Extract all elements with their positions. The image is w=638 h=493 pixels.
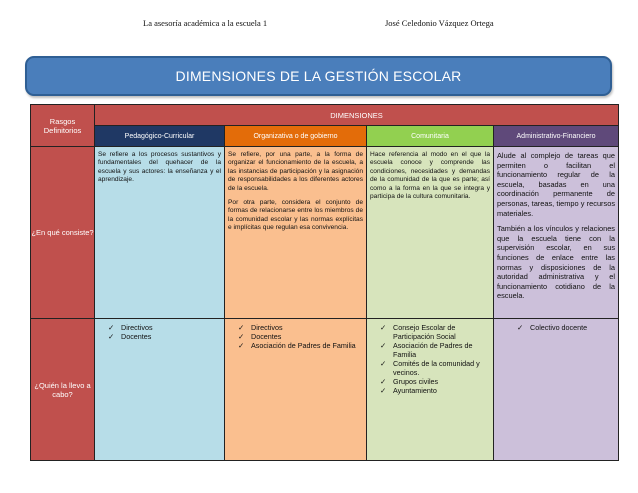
col-header-administrativo: [494, 126, 619, 147]
cell-text-p2: También a los vínculos y relaciones que la escuela tiene con la supervisión escolar, en sus funciones de enlace entre las normas y disposiciones de la autoridad administrativa y el funcionamiento cotidiano de la escuela.: [497, 224, 616, 301]
col-header-label: Administrativo-Financiero: [516, 132, 596, 140]
col-header-organizativa: [225, 126, 367, 147]
page-header: [0, 12, 638, 28]
cell-text-p1: Alude al complejo de tareas que permiten o facilitan el funcionamiento regular de la escuela, basadas en una coordinación permanente de personas, tareas, tiempo y recursos materiales.: [497, 151, 616, 218]
list-item: ✓ Consejo Escolar de Participación Social: [377, 323, 489, 341]
header-left-text: La asesoría académica a la escuela 1: [143, 18, 268, 28]
cell-text: Hace referencia al modo en el que la escuela conoce y comprende las condiciones, necesidades y demandas de la comunidad de la que es parte; así como a la forma en la que se integra y participa de la cultura comunitaria.: [370, 151, 490, 201]
cell-comunitaria-quien: [367, 319, 494, 461]
cell-organizativa-quien: [225, 319, 367, 461]
list-item: ✓ Colectivo docente: [514, 323, 614, 332]
title-banner: [25, 56, 612, 96]
col-header-label: Organizativa o de gobierno: [253, 132, 338, 140]
cell-pedagogico-quien: [95, 319, 225, 461]
cell-organizativa-consiste: [225, 147, 367, 319]
dimensions-table: [30, 104, 619, 461]
col-header-comunitaria: [367, 126, 494, 147]
rasgos-label: Rasgos Definitorios: [43, 116, 82, 135]
cell-administrativo-consiste: [494, 147, 619, 319]
list-item: ✓ Ayuntamiento: [377, 386, 489, 395]
banner-title: DIMENSIONES DE LA GESTIÓN ESCOLAR: [175, 68, 462, 84]
dimensiones-header: [95, 105, 619, 126]
col-header-label: Pedagógico-Curricular: [124, 132, 195, 140]
rasgos-header: [31, 105, 95, 147]
cell-text: Se refiere a los procesos sustantivos y fundamentales del quehacer de la escuela y sus actores: la enseñanza y el aprendizaje.: [98, 151, 221, 184]
cell-text-p2: Por otra parte, considera el conjunto de formas de relacionarse entre los miembros de la comunidad escolar y las normas explícitas e implícitas que regulan esa convivencia.: [228, 199, 363, 232]
dimensiones-label: DIMENSIONES: [330, 110, 383, 120]
cell-administrativo-quien: [494, 319, 619, 461]
row-label-quien: [31, 319, 95, 461]
row-label-text: ¿En qué consiste?: [31, 228, 94, 237]
col-header-pedagogico: [95, 126, 225, 147]
list-item: ✓ Directivos: [105, 323, 220, 332]
cell-pedagogico-consiste: [95, 147, 225, 319]
cell-comunitaria-consiste: [367, 147, 494, 319]
header-author-text: José Celedonio Vázquez Ortega: [385, 18, 494, 28]
list-item: ✓ Grupos civiles: [377, 377, 489, 386]
list-item: ✓ Comités de la comunidad y vecinos.: [377, 359, 489, 377]
list-item: ✓ Docentes: [105, 332, 220, 341]
list-item: ✓ Directivos: [235, 323, 362, 332]
row-label-text: ¿Quién la llevo a cabo?: [34, 380, 91, 399]
col-header-label: Comunitaria: [411, 132, 449, 140]
cell-text-p1: Se refiere, por una parte, a la forma de organizar el funcionamiento de la escuela, a las instancias de participación y la asignación de responsabilidades a los diferentes actores de la escuela.: [228, 151, 363, 192]
list-item: ✓ Asociación de Padres de Familia: [377, 341, 489, 359]
list-item: ✓ Asociación de Padres de Familia: [235, 341, 362, 350]
list-item: ✓ Docentes: [235, 332, 362, 341]
row-label-en-que-consiste: [31, 147, 95, 319]
